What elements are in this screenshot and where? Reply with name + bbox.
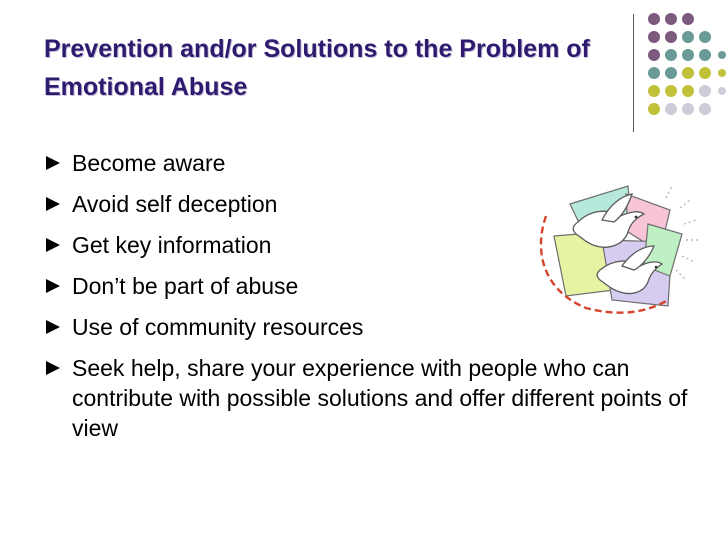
decorative-dot-grid <box>646 10 726 130</box>
title-divider <box>633 14 634 132</box>
dot <box>699 85 711 97</box>
bullet-arrow-icon <box>44 271 66 301</box>
dot <box>665 103 677 115</box>
dot <box>699 31 711 43</box>
dot <box>718 69 726 77</box>
dot <box>718 51 726 59</box>
bullet-text: Become aware <box>72 150 226 176</box>
dot <box>648 49 660 61</box>
bullet-arrow-icon <box>44 189 66 219</box>
dot <box>682 49 694 61</box>
bullet-text: Don’t be part of abuse <box>72 273 299 299</box>
bullet-arrow-icon <box>44 312 66 342</box>
bullet-text: Use of community resources <box>72 314 364 340</box>
list-item <box>44 148 694 178</box>
slide-title: Prevention and/or Solutions to the Problem of Emotional Abuse <box>44 35 590 101</box>
dot <box>665 13 677 25</box>
dot <box>648 67 660 79</box>
doves-icon <box>532 180 698 318</box>
dot <box>648 13 660 25</box>
bullet-text: Get key information <box>72 232 272 258</box>
dot <box>699 103 711 115</box>
dot <box>699 49 711 61</box>
dot <box>682 31 694 43</box>
dot <box>665 85 677 97</box>
bullet-text: Avoid self deception <box>72 191 278 217</box>
bullet-arrow-icon <box>44 353 66 383</box>
dot <box>682 13 694 25</box>
dot <box>648 85 660 97</box>
bullet-text: Seek help, share your experience with people who can contribute with possible solutions and offer different points of view <box>72 355 688 441</box>
dot <box>682 67 694 79</box>
dot <box>648 31 660 43</box>
list-item <box>44 353 694 443</box>
dot <box>665 67 677 79</box>
dot <box>665 31 677 43</box>
dot <box>648 103 660 115</box>
dot <box>682 103 694 115</box>
dot <box>699 67 711 79</box>
bullet-arrow-icon <box>44 148 66 178</box>
dot <box>718 87 726 95</box>
dot <box>682 85 694 97</box>
bullet-arrow-icon <box>44 230 66 260</box>
dot <box>665 49 677 61</box>
